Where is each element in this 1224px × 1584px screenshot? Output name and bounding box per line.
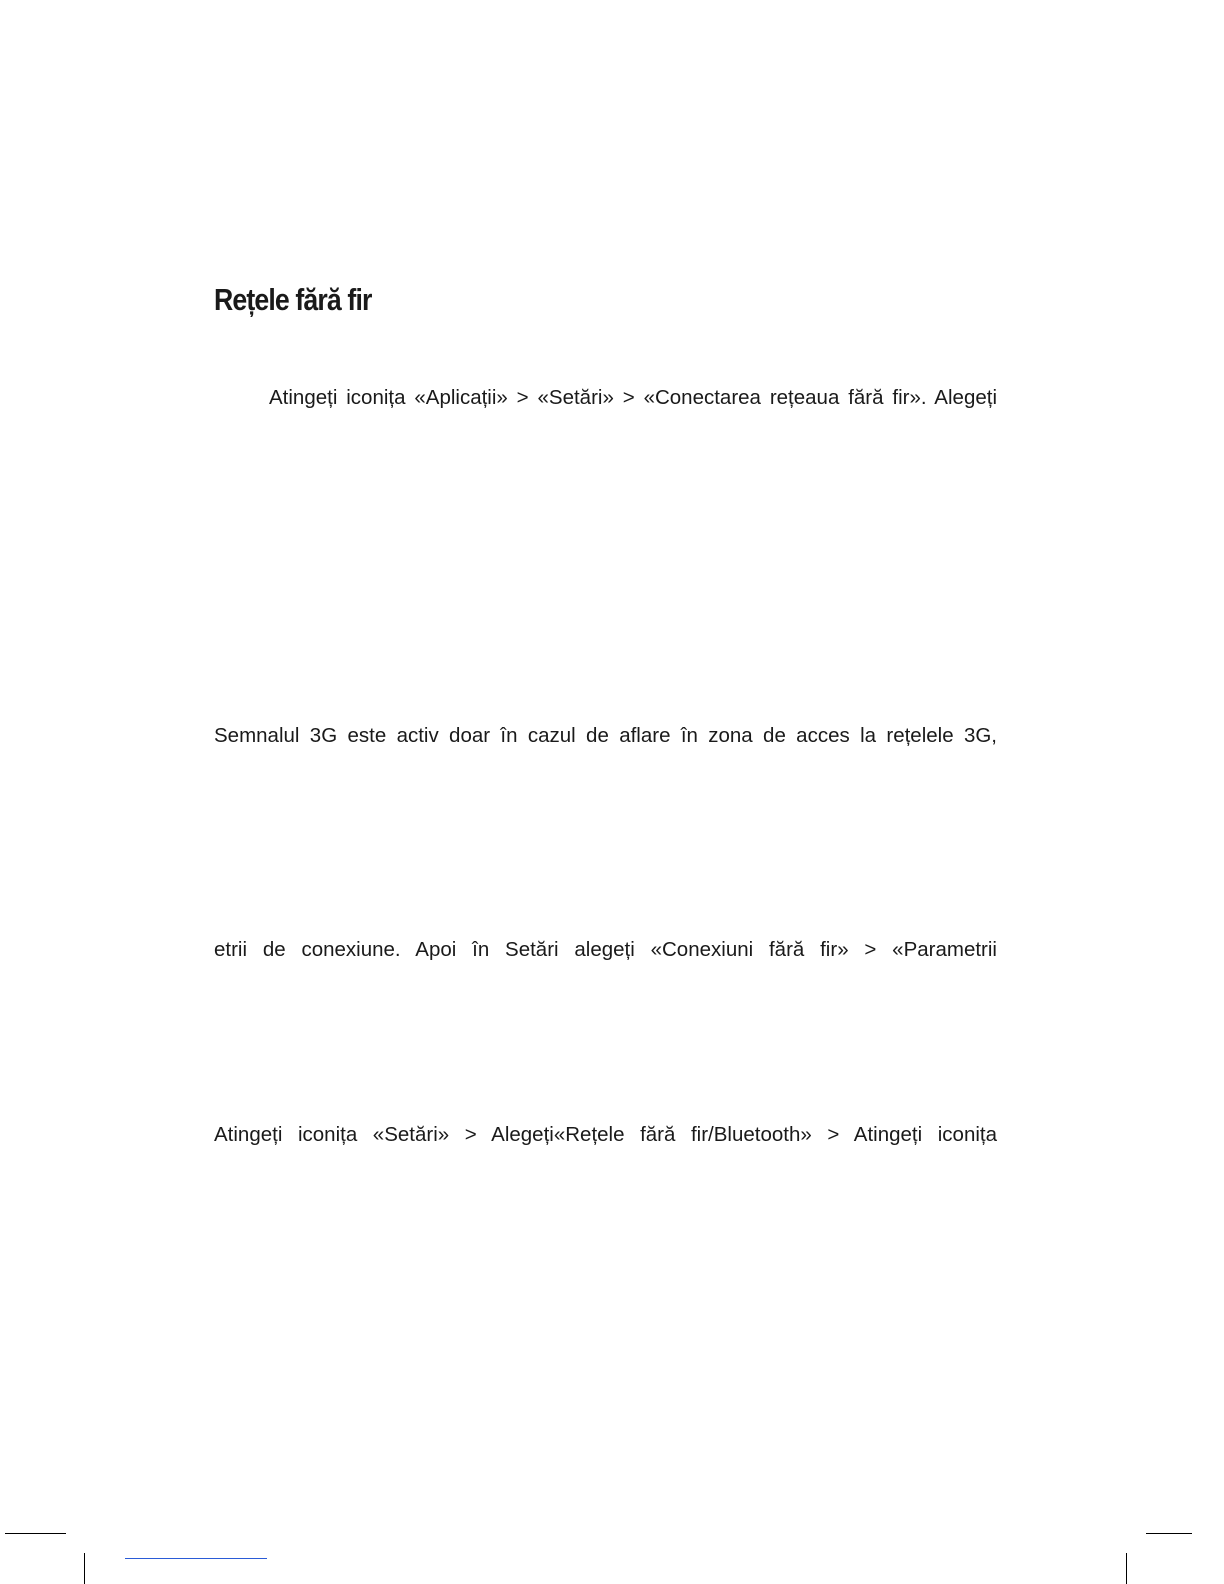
- paragraph-line-4: Atingeți iconița «Setări» > Alegeți«Rețele fără fir/Bluetooth» > Atingeți iconița: [214, 1123, 997, 1146]
- paragraph-line-3: etrii de conexiune. Apoi în Setări alegeți «Conexiuni fără fir» > «Parametrii: [214, 938, 997, 961]
- crop-mark-bottom-right-horizontal: [1146, 1533, 1192, 1534]
- crop-mark-bottom-left-horizontal: [5, 1533, 66, 1534]
- paragraph-line-1: Atingeți iconița «Aplicații» > «Setări» > «Conectarea rețeaua fără fir». Alegeți: [269, 386, 997, 409]
- crop-mark-bottom-right-vertical: [1126, 1553, 1127, 1584]
- crop-mark-bottom-left-vertical: [84, 1553, 85, 1584]
- footer-link-rule: [125, 1558, 267, 1559]
- page-title: Rețele fără fir: [214, 282, 372, 317]
- paragraph-line-2: Semnalul 3G este activ doar în cazul de aflare în zona de acces la rețelele 3G,: [214, 724, 997, 747]
